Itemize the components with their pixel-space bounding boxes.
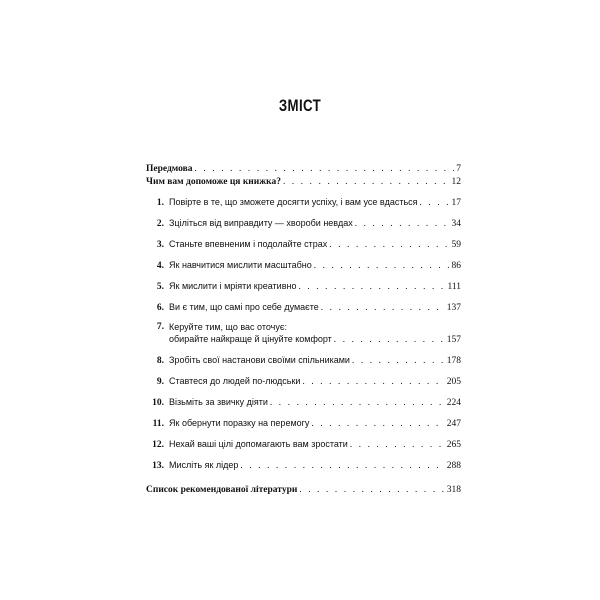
- dot-leader: [350, 438, 445, 450]
- toc-page-number: 178: [446, 356, 461, 366]
- toc-entry-label: Передмова: [146, 164, 193, 174]
- toc-chapter-1[interactable]: [146, 196, 461, 209]
- dot-leader: [321, 301, 445, 313]
- chapter-number: 8.: [156, 356, 164, 366]
- toc-entry-preface[interactable]: [146, 162, 461, 175]
- toc-page-number: 111: [447, 282, 461, 292]
- chapter-number: 7.: [156, 322, 164, 332]
- chapter-number: 11.: [152, 419, 164, 429]
- dot-leader: [195, 162, 455, 174]
- toc-chapter-3[interactable]: [146, 238, 461, 251]
- chapter-title: Ставтеся до людей по-людськи: [169, 376, 301, 386]
- toc-page-number: 247: [446, 419, 461, 429]
- toc-page-number: 318: [446, 485, 461, 495]
- table-of-contents: [146, 162, 461, 496]
- page-title: ЗМІСТ: [278, 96, 322, 115]
- toc-page-number: 17: [451, 198, 461, 208]
- chapter-title: Зціліться від виправдиту — хвороби невдах: [169, 218, 353, 228]
- toc-page-number: 137: [446, 303, 461, 313]
- dot-leader: [334, 334, 445, 346]
- toc-page-number: 59: [451, 240, 461, 250]
- toc-page-number: 12: [451, 177, 461, 187]
- chapter-number: 5.: [156, 282, 164, 292]
- chapter-title-line-1: Керуйте тим, що вас оточує:: [169, 322, 287, 332]
- toc-chapter-4[interactable]: [146, 259, 461, 272]
- dot-leader: [311, 417, 444, 429]
- dot-leader: [355, 217, 450, 229]
- dot-leader: [240, 459, 444, 471]
- toc-entry-label: Чим вам допоможе ця книжка?: [146, 177, 281, 187]
- toc-entry-bibliography[interactable]: [146, 483, 461, 496]
- toc-chapter-6[interactable]: [146, 301, 461, 314]
- toc-page-number: 205: [446, 377, 461, 387]
- dot-leader: [352, 354, 445, 366]
- dot-leader: [420, 196, 450, 208]
- toc-entry-label: Список рекомендованої літератури: [146, 485, 298, 495]
- chapter-title: Повірте в те, що зможете досягти успіху, і вам усе вдасться: [169, 197, 418, 207]
- toc-chapter-10[interactable]: [146, 396, 461, 409]
- toc-page-number: 265: [446, 440, 461, 450]
- chapter-number: 4.: [156, 261, 164, 271]
- toc-chapter-12[interactable]: [146, 438, 461, 451]
- toc-page-number: 86: [451, 261, 461, 271]
- dot-leader: [302, 375, 444, 387]
- chapter-title-line-2: обирайте найкраще й цінуйте комфорт: [169, 333, 332, 344]
- dot-leader: [329, 238, 449, 250]
- toc-page-number: 288: [446, 461, 461, 471]
- toc-page-number: 7: [456, 164, 461, 174]
- chapter-number: 12.: [152, 440, 164, 450]
- toc-chapter-13[interactable]: [146, 459, 461, 472]
- chapter-title: Як мислити і мріяти креативно: [169, 281, 297, 291]
- dot-leader: [299, 483, 444, 495]
- dot-leader: [270, 396, 445, 408]
- chapter-number: 1.: [156, 198, 164, 208]
- chapter-number: 3.: [156, 240, 164, 250]
- toc-page-number: 224: [446, 398, 461, 408]
- chapter-number: 6.: [156, 303, 164, 313]
- chapter-number: 13.: [152, 461, 164, 471]
- dot-leader: [298, 280, 445, 292]
- toc-chapter-2[interactable]: [146, 217, 461, 230]
- chapter-number: 9.: [156, 377, 164, 387]
- toc-page-number: 34: [451, 219, 461, 229]
- chapter-title: Ви є тим, що самі про себе думаєте: [169, 302, 319, 312]
- chapter-title: Станьте впевненим і подолайте страх: [169, 239, 328, 249]
- chapter-title: Нехай ваші цілі допомагають вам зростати: [169, 439, 348, 449]
- toc-chapter-9[interactable]: [146, 375, 461, 388]
- chapter-title: Зробіть свої настанови своїми спільниками: [169, 355, 350, 365]
- toc-entry-intro[interactable]: [146, 175, 461, 188]
- toc-chapter-8[interactable]: [146, 354, 461, 367]
- toc-chapter-11[interactable]: [146, 417, 461, 430]
- chapter-number: 2.: [156, 219, 164, 229]
- chapter-number: 10.: [152, 398, 164, 408]
- toc-chapter-5[interactable]: [146, 280, 461, 293]
- dot-leader: [283, 175, 450, 187]
- chapter-title: Як навчитися мислити масштабно: [169, 260, 312, 270]
- toc-page-number: 157: [446, 334, 461, 345]
- chapter-title: Як обернути поразку на перемогу: [169, 418, 310, 428]
- chapter-title: Візьміть за звичку діяти: [169, 397, 268, 407]
- chapter-title: Мисліть як лідер: [169, 460, 239, 470]
- dot-leader: [314, 259, 450, 271]
- toc-chapter-7[interactable]: [146, 322, 461, 346]
